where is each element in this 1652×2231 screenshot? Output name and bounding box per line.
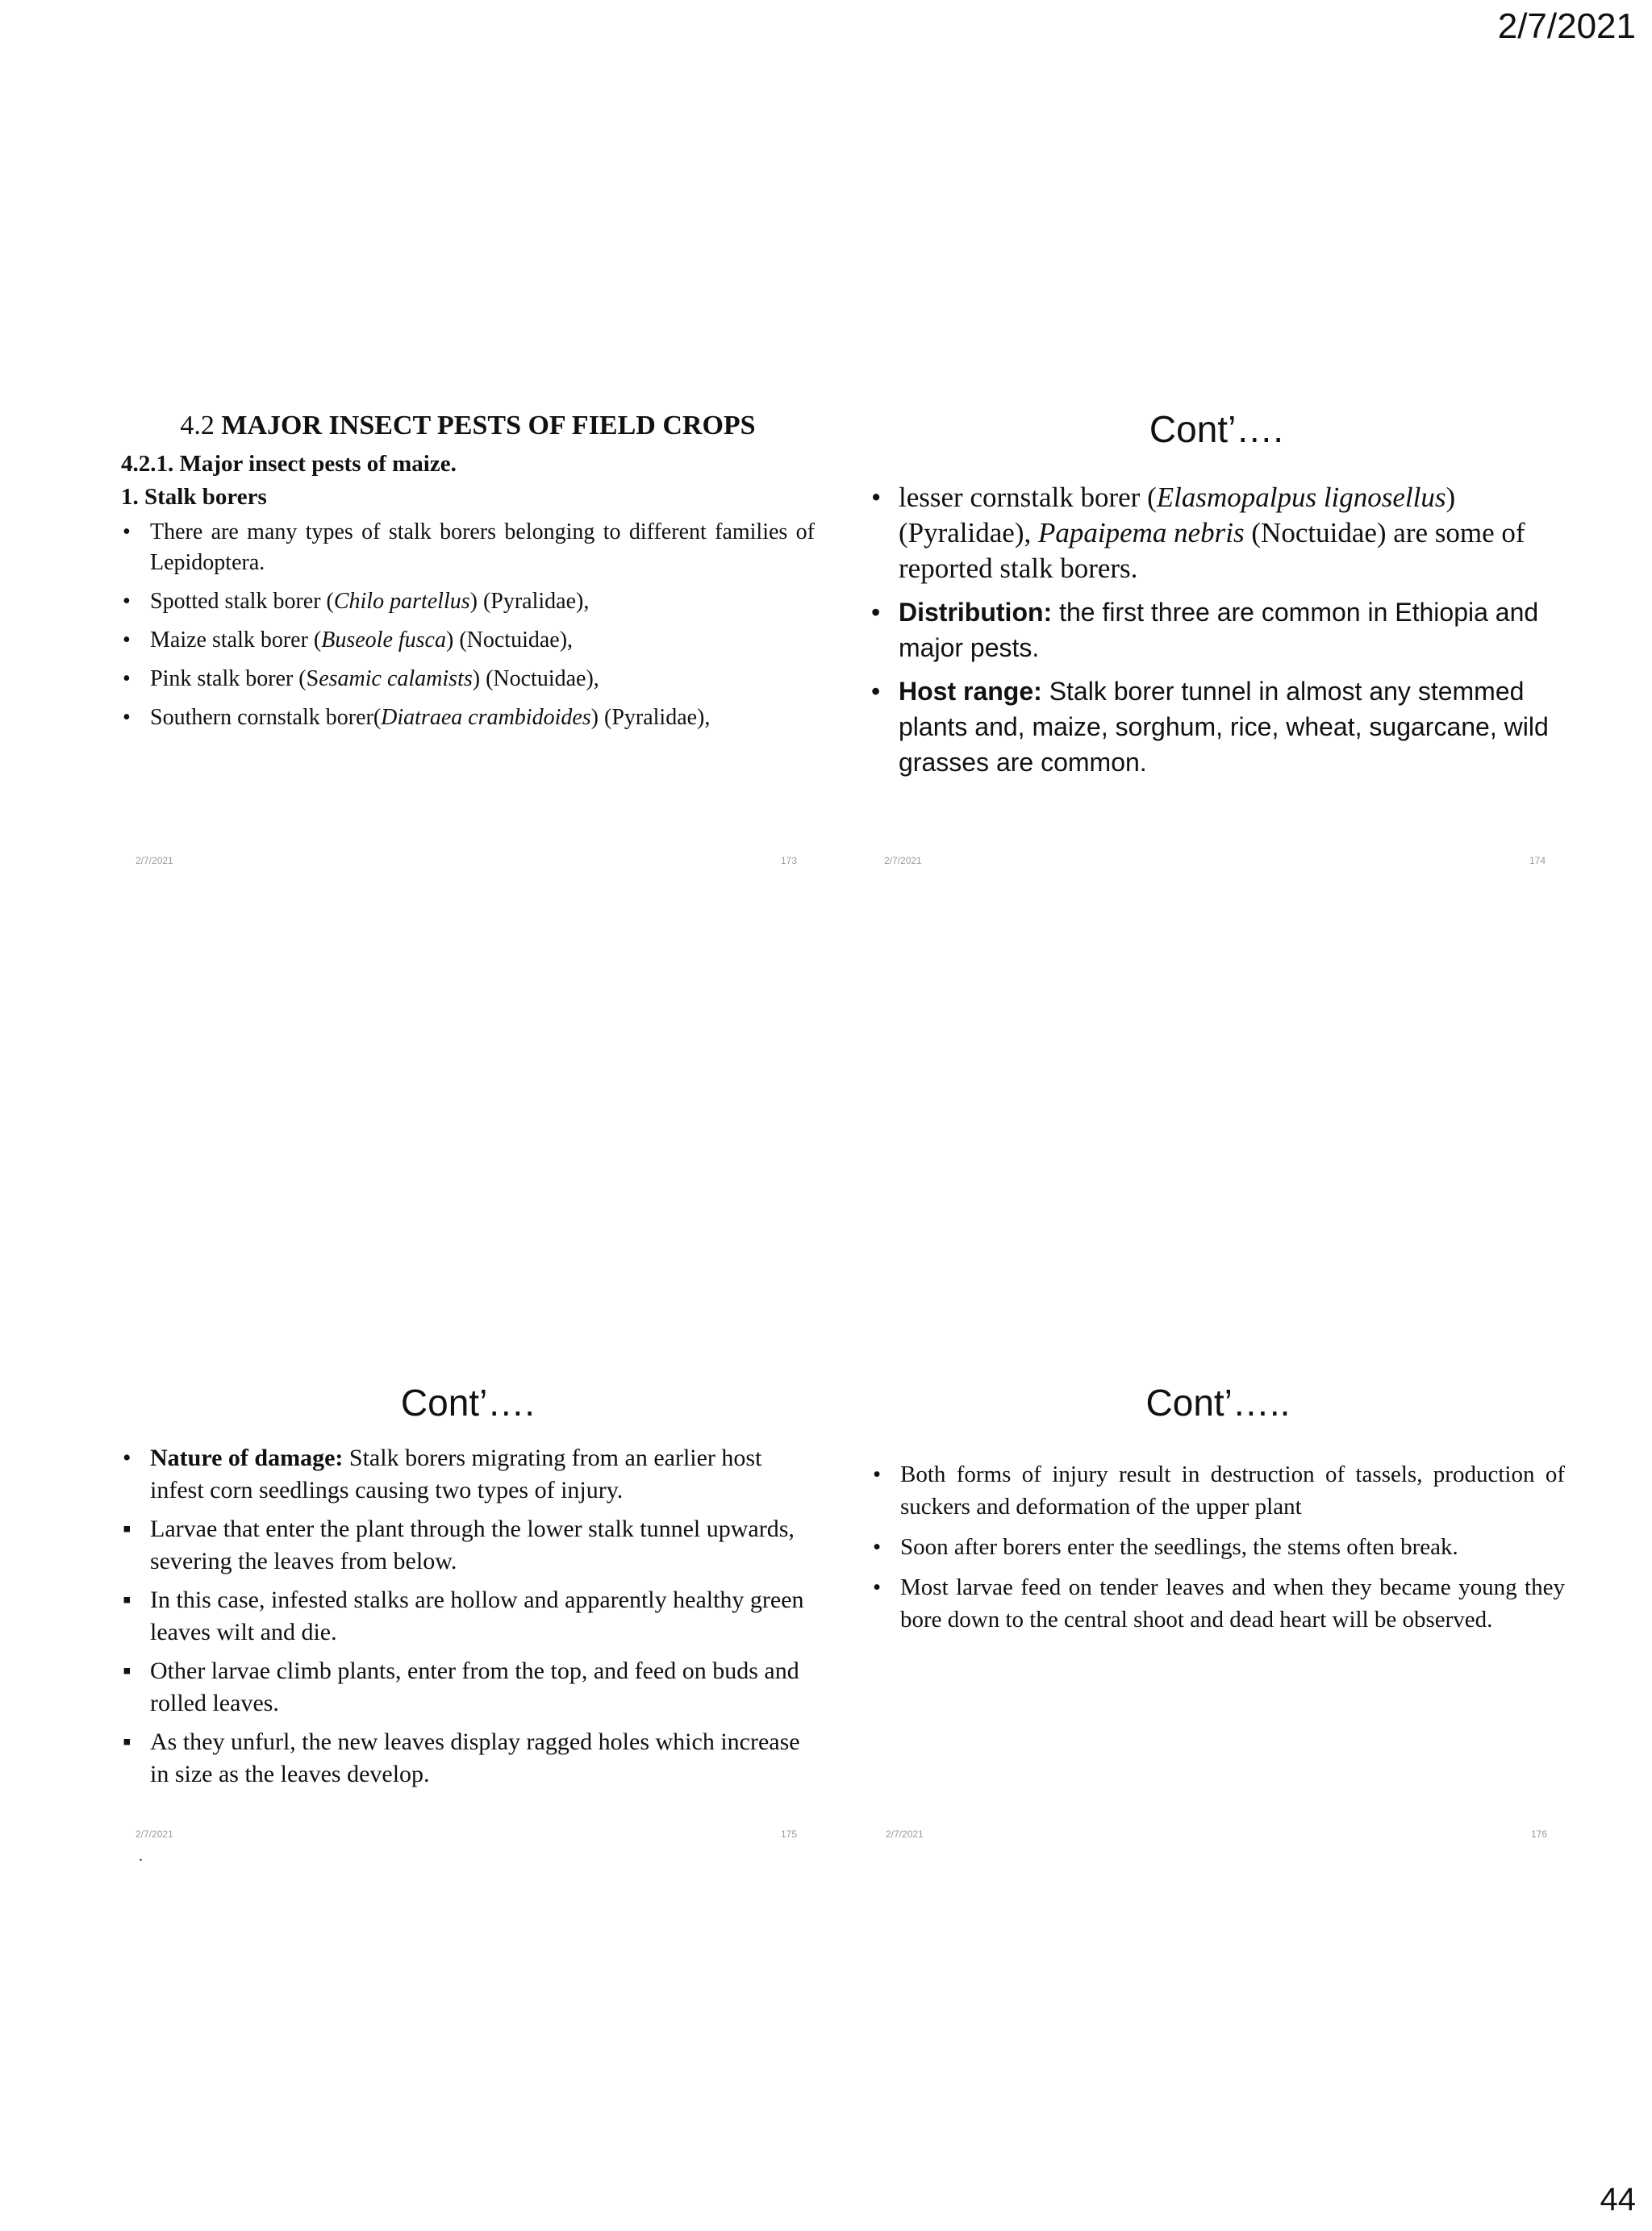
species-name: Elasmopalpus lignosellus bbox=[1156, 482, 1446, 513]
trailing-mark: . bbox=[139, 1847, 143, 1865]
species-name: Buseole fusca bbox=[321, 628, 446, 653]
square-bullet-icon: ▪ bbox=[123, 1729, 131, 1755]
bullet-icon: • bbox=[873, 1574, 882, 1600]
item-label: Nature of damage: bbox=[150, 1445, 344, 1471]
list-item bbox=[121, 703, 815, 733]
subheading-maize: 4.2.1. Major insect pests of maize. bbox=[121, 451, 457, 477]
footer-slide-number: 174 bbox=[1529, 855, 1546, 866]
footer-date: 2/7/2021 bbox=[136, 855, 173, 866]
bullet-icon: • bbox=[123, 705, 131, 730]
slide-footer bbox=[886, 1829, 1547, 1845]
item-label: Host range: bbox=[899, 677, 1042, 706]
item-text: lesser cornstalk borer ( bbox=[899, 482, 1157, 513]
list-item bbox=[870, 673, 1563, 780]
footer-slide-number: 173 bbox=[780, 855, 797, 866]
bullet-icon: • bbox=[123, 666, 131, 691]
item-text: Soon after borers enter the seedlings, the stems often break. bbox=[900, 1534, 1458, 1560]
footer-slide-number: 176 bbox=[1530, 1829, 1547, 1840]
footer-date: 2/7/2021 bbox=[136, 1829, 173, 1840]
item-text: ) (Pyralidae), bbox=[469, 589, 590, 614]
slide-title bbox=[121, 407, 815, 444]
footer-date: 2/7/2021 bbox=[884, 855, 922, 866]
bullet-icon: • bbox=[123, 1445, 131, 1471]
list-item bbox=[870, 594, 1563, 665]
species-name: esamic calamists bbox=[319, 666, 473, 691]
species-name: Chilo partellus bbox=[333, 589, 470, 614]
item-text: ) (Noctuidae), bbox=[446, 628, 574, 653]
item-text: Larvae that enter the plant through the lower stalk tunnel upwards, severing the leaves from below. bbox=[150, 1516, 795, 1574]
list-item bbox=[121, 1442, 815, 1507]
item-text: Southern cornstalk borer( bbox=[150, 705, 382, 730]
item-text: Spotted stalk borer ( bbox=[150, 589, 334, 614]
item-text: the first three are common in Ethiopia and major pests. bbox=[899, 598, 1539, 662]
slide-title: Cont’….. bbox=[1145, 1382, 1291, 1424]
item-text: Most larvae feed on tender leaves and when they became young they bore down to the central shoot and dead heart will be observed. bbox=[900, 1574, 1565, 1633]
item-text: Maize stalk borer ( bbox=[150, 628, 322, 653]
slide-footer bbox=[884, 855, 1546, 871]
bullet-icon: • bbox=[873, 1462, 882, 1487]
item-text: As they unfurl, the new leaves display ragged holes which increase in size as the leaves develop. bbox=[150, 1729, 800, 1787]
slide-176 bbox=[871, 1381, 1565, 1849]
square-bullet-icon: ▪ bbox=[123, 1587, 131, 1613]
item-text: Stalk borers migrating from an earlier host infest corn seedlings causing two types of injury. bbox=[150, 1445, 762, 1503]
page-date: 2/7/2021 bbox=[1497, 6, 1636, 46]
list-item bbox=[121, 1584, 815, 1649]
list-item bbox=[121, 586, 815, 617]
item-text: There are many types of stalk borers belonging to different families of Lepidoptera. bbox=[150, 519, 815, 575]
item-text: Pink stalk borer (S bbox=[150, 666, 319, 691]
bullet-icon: • bbox=[873, 1534, 882, 1560]
subheading-stalk-borers: 1. Stalk borers bbox=[121, 484, 267, 510]
species-name: Diatraea crambidoides bbox=[381, 705, 591, 730]
slide-173 bbox=[121, 407, 815, 875]
footer-slide-number: 175 bbox=[780, 1829, 797, 1840]
item-text: Stalk borer tunnel in almost any stemmed plants and, maize, sorghum, rice, wheat, sugarcane, wild grasses are common. bbox=[899, 677, 1549, 777]
item-text: Both forms of injury result in destruction of tassels, production of suckers and deformation of the upper plant bbox=[900, 1462, 1565, 1520]
slide-title: Cont’…. bbox=[400, 1382, 536, 1424]
slide-footer bbox=[136, 1829, 797, 1845]
item-text: ) (Pyralidae), bbox=[899, 482, 1456, 548]
slide-174 bbox=[870, 407, 1563, 875]
bullet-icon: • bbox=[871, 482, 882, 513]
title-prefix: 4.2 bbox=[180, 411, 222, 440]
item-text: (Noctuidae) are some of reported stalk borers. bbox=[899, 517, 1525, 584]
list-item bbox=[121, 664, 815, 694]
list-item bbox=[121, 1655, 815, 1720]
bullet-icon: • bbox=[123, 628, 131, 653]
square-bullet-icon: ▪ bbox=[123, 1516, 131, 1542]
title-bold: MAJOR INSECT PESTS OF FIELD CROPS bbox=[221, 411, 756, 440]
slide-175 bbox=[121, 1381, 815, 1849]
square-bullet-icon: ▪ bbox=[123, 1658, 131, 1684]
footer-date: 2/7/2021 bbox=[886, 1829, 924, 1840]
list-item bbox=[871, 1458, 1565, 1523]
bullet-icon: • bbox=[871, 677, 881, 706]
bullet-icon: • bbox=[871, 598, 881, 627]
item-text: Other larvae climb plants, enter from the top, and feed on buds and rolled leaves. bbox=[150, 1658, 799, 1716]
bullet-icon: • bbox=[123, 589, 131, 614]
item-text: ) (Pyralidae), bbox=[590, 705, 711, 730]
item-text: ) (Noctuidae), bbox=[472, 666, 599, 691]
list-item bbox=[121, 625, 815, 656]
list-item bbox=[871, 1571, 1565, 1636]
slide-title: Cont’…. bbox=[1149, 408, 1284, 450]
item-label: Distribution: bbox=[899, 598, 1053, 627]
species-name: Papaipema nebris bbox=[1037, 517, 1245, 548]
list-item bbox=[121, 1726, 815, 1791]
list-item bbox=[121, 1513, 815, 1578]
bullet-icon: • bbox=[123, 519, 131, 544]
list-item bbox=[121, 517, 815, 578]
slide-footer bbox=[136, 855, 797, 871]
page-number: 44 bbox=[1600, 2182, 1636, 2217]
list-item bbox=[870, 480, 1563, 586]
list-item bbox=[871, 1531, 1565, 1563]
item-text: In this case, infested stalks are hollow and apparently healthy green leaves wilt and die. bbox=[150, 1587, 804, 1645]
